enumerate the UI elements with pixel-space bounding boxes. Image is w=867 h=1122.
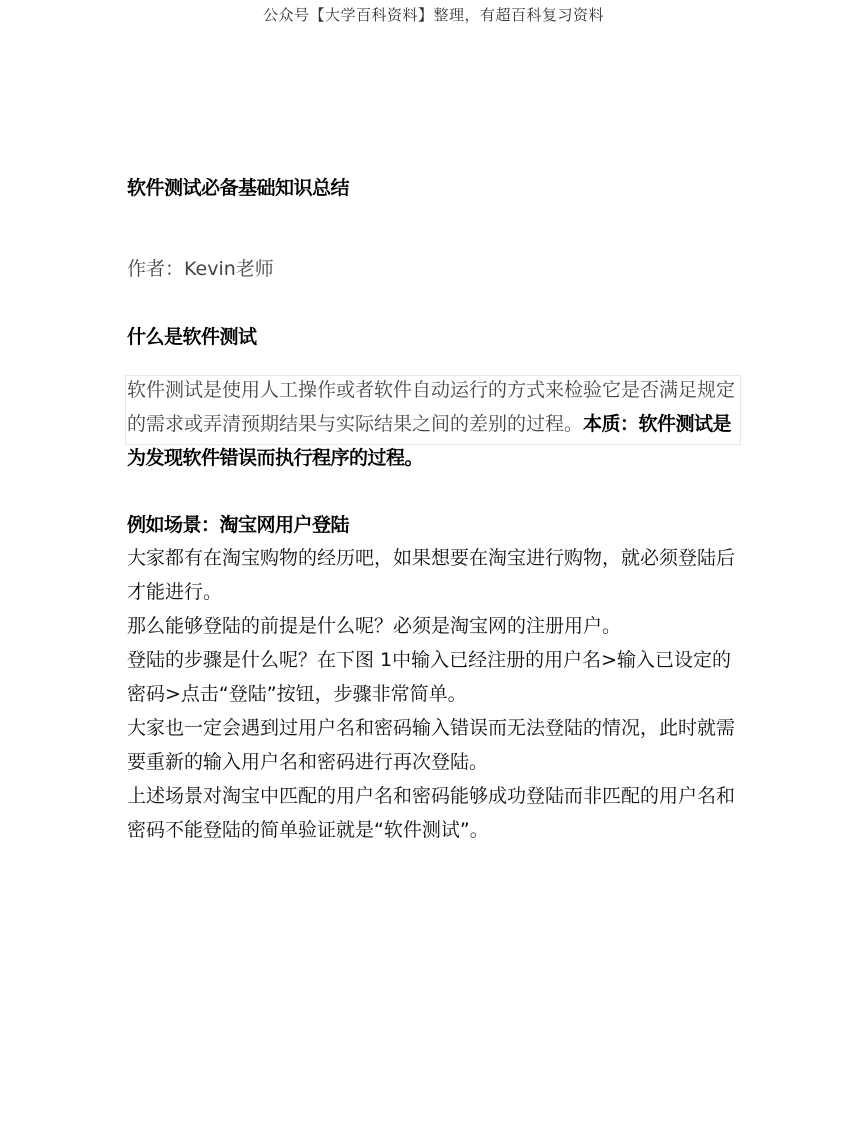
- body-paragraph: 大家也一定会遇到过用户名和密码输入错误而无法登陆的情况，此时就需要重新的输入用户名和密码进行再次登陆。: [127, 717, 736, 773]
- body-paragraph: 上述场景对淘宝中匹配的用户名和密码能够成功登陆而非匹配的用户名和密码不能登陆的简单验证就是“软件测试”。: [127, 785, 736, 841]
- definition-paragraph: [127, 373, 747, 475]
- body-paragraph: 登陆的步骤是什么呢？在下图 1中输入已经注册的用户名>输入已设定的密码>点击“登陆”按钮，步骤非常简单。: [127, 649, 732, 705]
- author-line: 作者：Kevin老师: [127, 258, 274, 280]
- page-header: 公众号【大学百科资料】整理，有超百科复习资料: [262, 6, 604, 24]
- definition-essence: 本质：软件测试是为发现软件错误而执行程序的过程。: [127, 413, 732, 469]
- body-paragraph: 大家都有在淘宝购物的经历吧，如果想要在淘宝进行购物，就必须登陆后才能进行。: [127, 547, 736, 603]
- example-body: [127, 541, 747, 847]
- example-heading: 例如场景：淘宝网用户登陆: [127, 514, 350, 536]
- body-paragraph: 那么能够登陆的前提是什么呢？必须是淘宝网的注册用户。: [127, 615, 622, 637]
- document-title: 软件测试必备基础知识总结: [127, 177, 350, 199]
- section-heading: 什么是软件测试: [127, 326, 257, 348]
- definition-text: 软件测试是使用人工操作或者软件自动运行的方式来检验它是否满足规定的需求或弄清预期结果与实际结果之间的差别的过程。: [127, 379, 736, 435]
